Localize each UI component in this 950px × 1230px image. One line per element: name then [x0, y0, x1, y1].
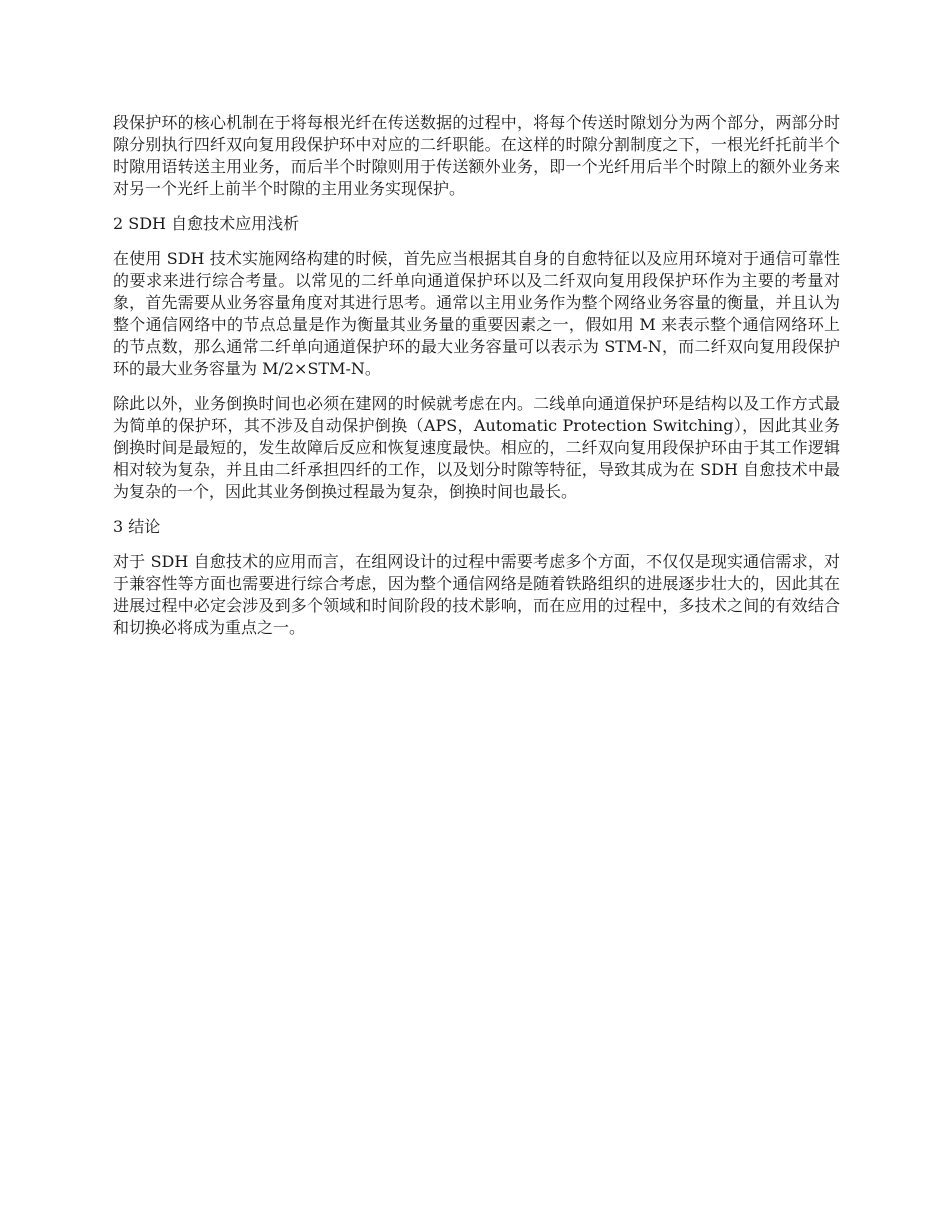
- section-heading-2: 2 SDH 自愈技术应用浅析: [113, 214, 300, 233]
- paragraph-ring-timeslot: 段保护环的核心机制在于将每根光纤在传送数据的过程中，将每个传送时隙划分为两个部分，两部分时隙分别执行四纤双向复用段保护环中对应的二纤职能。在这样的时隙分割制度之下，一根光纤托前半个时隙用语转送主用业务，而后半个时隙则用于传送额外业务，即一个光纤用后半个时隙上的额外业务来对另一个光纤上前半个时隙的主用业务实现保护。: [113, 113, 840, 198]
- paragraph-conclusion: 对于 SDH 自愈技术的应用而言，在组网设计的过程中需要考虑多个方面，不仅仅是现实通信需求，对于兼容性等方面也需要进行综合考虑，因为整个通信网络是随着铁路组织的进展逐步壮大的，因此其在进展过程中必定会涉及到多个领域和时间阶段的技术影响，而在应用的过程中，多技术之间的有效结合和切换必将成为重点之一。: [113, 552, 840, 637]
- document-body: [113, 112, 840, 652]
- paragraph-capacity: 在使用 SDH 技术实施网络构建的时候，首先应当根据其自身的自愈特征以及应用环境对于通信可靠性的要求来进行综合考量。以常见的二纤单向通道保护环以及二纤双向复用段保护环作为主要的考量对象，首先需要从业务容量角度对其进行思考。通常以主用业务作为整个网络业务容量的衡量，并且认为整个通信网络中的节点总量是作为衡量其业务量的重要因素之一，假如用 M 来表示整个通信网络环上的节点数，那么通常二纤单向通道保护环的最大业务容量可以表示为 STM-N，而二纤双向复用段保护环的最大业务容量为 M/2×STM-N。: [113, 249, 840, 378]
- section-heading-3: 3 结论: [113, 517, 161, 536]
- paragraph-switching-time: 除此以外，业务倒换时间也必须在建网的时候就考虑在内。二线单向通道保护环是结构以及工作方式最为简单的保护环，其不涉及自动保护倒换（APS，Automatic Protection Switching），因此其业务倒换时间是最短的，发生故障后反应和恢复速度最快。相应的，二纤双向复用段保护环由于其工作逻辑相对较为复杂，并且由二纤承担四纤的工作，以及划分时隙等特征，导致其成为在 SDH 自愈技术中最为复杂的一个，因此其业务倒换过程最为复杂，倒换时间也最长。: [113, 394, 840, 501]
